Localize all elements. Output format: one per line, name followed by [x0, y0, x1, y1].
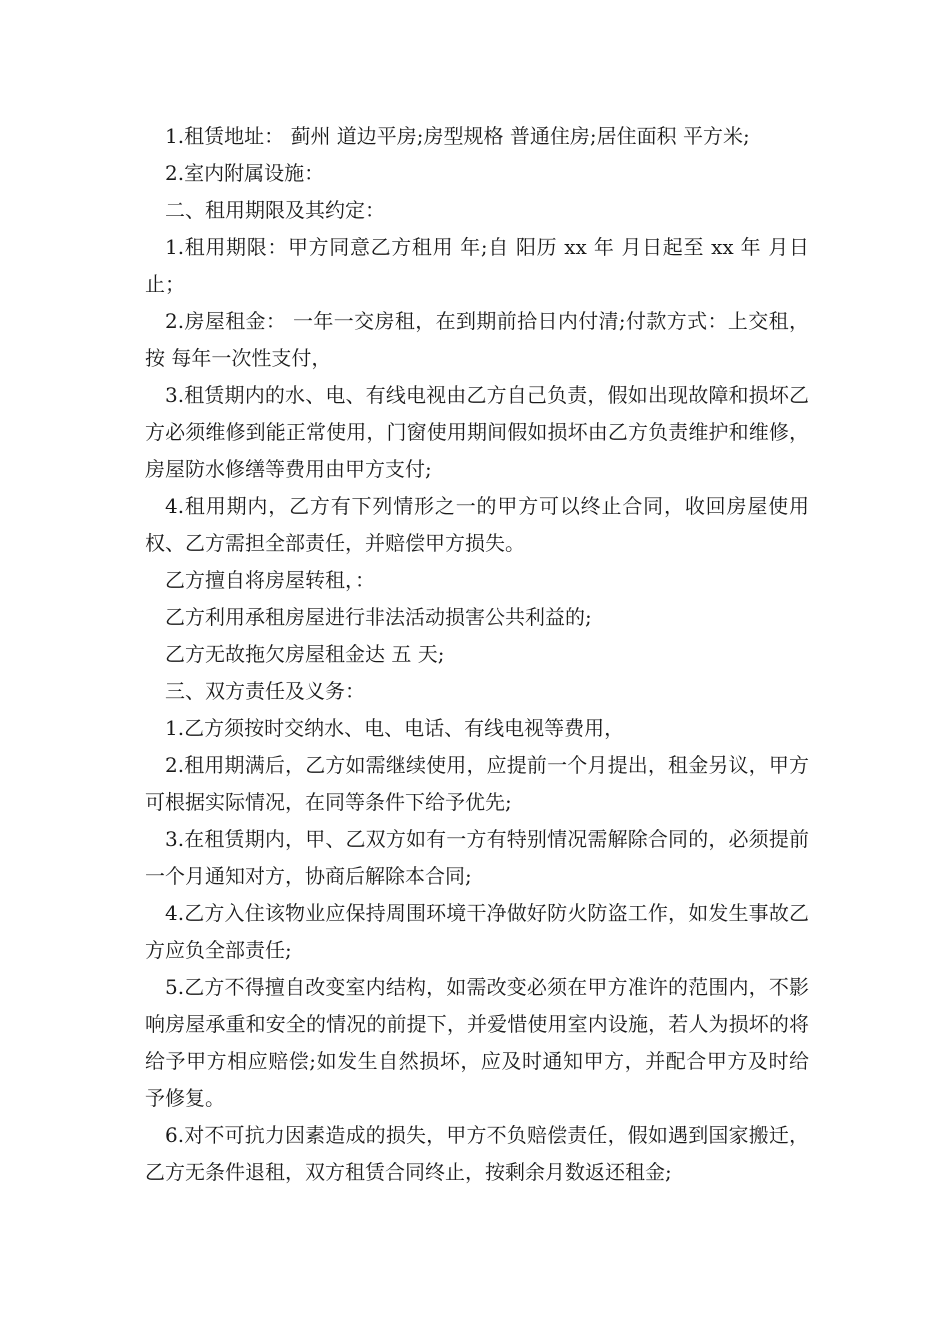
obligation-fees: 1.乙方须按时交纳水、电、电话、有线电视等费用，	[165, 716, 625, 740]
obligation-renewal: 2.租用期满后，乙方如需继续使用，应提前一个月提出，租金另议，甲方可根据实际情况，在同等条件下给予优先;	[145, 753, 809, 814]
clause-rental-address: 1.租赁地址： 蓟州 道边平房;房型规格 普通住房;居住面积 平方米;	[165, 124, 750, 148]
section-heading-lease-term: 二、租用期限及其约定：	[165, 198, 385, 222]
obligation-safety: 4.乙方入住该物业应保持周围环境干净做好防火防盗工作，如发生事故乙方应负全部责任;	[145, 901, 809, 962]
clause-termination: 4.租用期内，乙方有下列情形之一的甲方可以终止合同，收回房屋使用权、乙方需担全部责任，并赔偿甲方损失。	[145, 494, 809, 555]
document-body	[145, 118, 809, 1191]
termination-case-arrears: 乙方无故拖欠房屋租金达 五 天;	[165, 642, 445, 666]
clause-utilities: 3.租赁期内的水、电、有线电视由乙方自己负责，假如出现故障和损坏乙方必须维修到能正常使用，门窗使用期间假如损坏由乙方负责维护和维修，房屋防水修缮等费用由甲方支付;	[145, 383, 809, 481]
clause-indoor-facilities: 2.室内附属设施：	[165, 161, 325, 185]
termination-case-sublet: 乙方擅自将房屋转租，：	[165, 568, 375, 592]
termination-case-illegal-use: 乙方利用承租房屋进行非法活动损害公共利益的;	[165, 605, 592, 629]
clause-lease-period: 1.租用期限：甲方同意乙方租用 年;自 阳历 xx 年 月日起至 xx 年 月日止；	[145, 235, 809, 296]
obligation-structure: 5.乙方不得擅自改变室内结构，如需改变必须在甲方准许的范围内，不影响房屋承重和安全的情况的前提下，并爱惜使用室内设施，若人为损坏的将给予甲方相应赔偿;如发生自然损坏，应及时通知甲方，并配合甲方及时给予修复。	[145, 975, 809, 1110]
obligation-force-majeure: 6.对不可抗力因素造成的损失，甲方不负赔偿责任，假如遇到国家搬迁，乙方无条件退租，双方租赁合同终止，按剩余月数返还租金;	[145, 1123, 809, 1184]
obligation-early-termination: 3.在租赁期内，甲、乙双方如有一方有特别情况需解除合同的，必须提前一个月通知对方，协商后解除本合同;	[145, 827, 809, 888]
section-heading-obligations: 三、双方责任及义务：	[165, 679, 365, 703]
clause-rent: 2.房屋租金： 一年一交房租，在到期前拾日内付清;付款方式：上交租，按 每年一次性支付，	[145, 309, 809, 370]
